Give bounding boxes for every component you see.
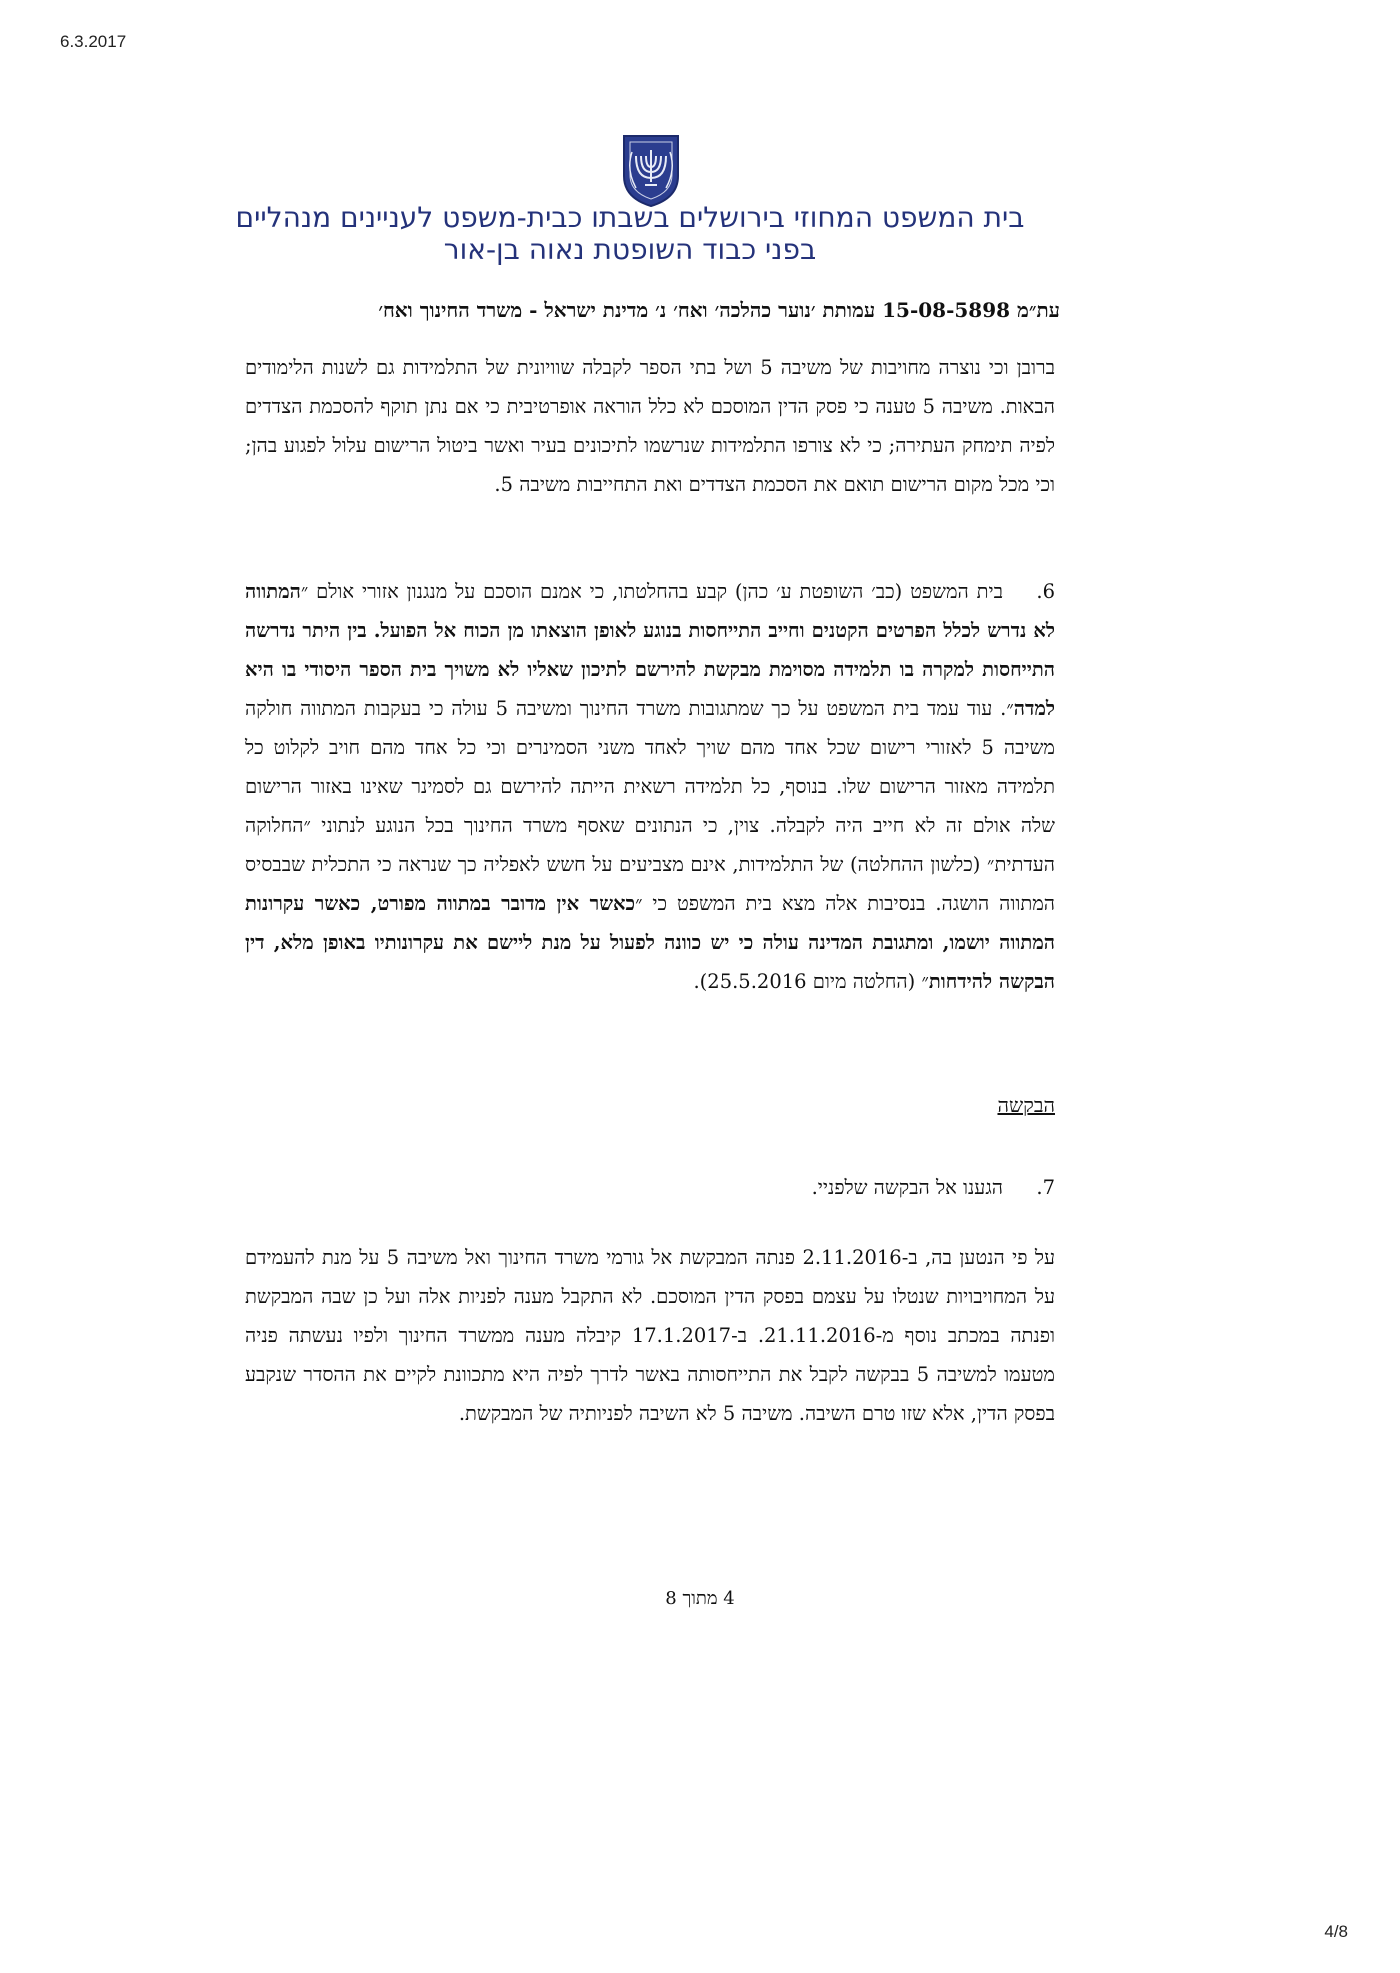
page-number: 4 מתוך 8 <box>665 1588 735 1609</box>
section-heading: הבקשה <box>997 1093 1055 1117</box>
paragraph-text: ״. עוד עמד בית המשפט על כך שמתגובות משרד החינוך ומשיבה 5 עולה כי בעקבות המתווה חולקה משיבה 5 לאזורי רישום שכל אחד מהם שויך לאחד משני הסמינרים וכי כל אחד מהם חויב לקלוט כל תלמידה מאזור הרישום שלו. בנוסף, כל תלמידה רשאית הייתה להירשם גם לסמינר שאינו באזור הרישום שלה אולם זה לא חייב היה לקבלה. צוין, כי הנתונים שאסף משרד החינוך בכל הנוגע לנתוני ״החלוקה העדתית״ (כלשון ההחלטה) של התלמידות, אינם מצביעים על חשש לאפליה כך שנראה כי התכלית שבבסיס המתווה הושגה. בנסיבות אלה מצא בית המשפט כי ״ <box>245 697 1055 915</box>
paragraph-text: הגענו אל הבקשה שלפניי. <box>811 1176 1003 1199</box>
case-title: עת״מ 15-08-5898 עמותת ׳נוער כהלכה׳ ואח׳ נ׳ מדינת ישראל - משרד החינוך ואח׳ <box>378 298 1060 322</box>
quote-bold: כאשר אין מדובר במתווה מפורט, כאשר עקרונות המתווה יושמו, ומתגובת המדינה עולה כי יש כוונה לפעול על מנת ליישם את עקרונותיו באופן מלא, דין הבקשה להידחות <box>245 892 1055 993</box>
paragraph-8: על פי הנטען בה, ב-2.11.2016 פנתה המבקשת אל גורמי משרד החינוך ואל משיבה 5 על מנת להעמידם על המחויבויות שנטלו על עצמם בפסק הדין המוסכם. לא התקבל מענה לפניות אלה ועל כן שבה המבקשת ופנתה במכתב נוסף מ-21.11.2016. ב-17.1.2017 קיבלה מענה ממשרד החינוך ולפיו נעשתה פניה מטעמו למשיבה 5 בבקשה לקבל את התייחסותה באשר לדרך לפיה היא מתכוונת לקיים את ההסדר שנקבע בפסק הדין, אלא שזו טרם השיבה. משיבה 5 לא השיבה לפניותיה של המבקשת. <box>245 1246 1055 1425</box>
paragraph-7 <box>245 1168 1055 1207</box>
paragraph-number: 7. <box>1036 1176 1055 1199</box>
court-name: בית המשפט המחוזי בירושלים בשבתו כבית-משפט לעניינים מנהליים <box>235 201 1025 234</box>
paragraph-text: בית המשפט (כב׳ השופטת ע׳ כהן) קבע בהחלטתו, כי אמנם הוסכם על מנגנון אזורי אולם ״ <box>300 580 1003 603</box>
court-header <box>230 202 1030 266</box>
judge-name: בפני כבוד השופטת נאוה בן-אור <box>443 233 817 266</box>
paragraph-continuation: ברובן וכי נוצרה מחויבות של משיבה 5 ושל בתי הספר לקבלה שוויונית של התלמידות גם לשנות הלימודים הבאות. משיבה 5 טענה כי פסק הדין המוסכם לא כלל הוראה אופרטיבית כי אם נתן תוקף להסכמת הצדדים לפיה תימחק העתירה; כי לא צורפו התלמידות שנרשמו לתיכונים בעיר ואשר ביטול הרישום עלול לפגוע בהן; וכי מכל מקום הרישום תואם את הסכמת הצדדים ואת התחייבות משיבה 5. <box>245 356 1056 496</box>
print-date: 6.3.2017 <box>60 32 127 51</box>
menorah-emblem-icon <box>620 132 682 208</box>
paragraph-6 <box>245 572 1055 1001</box>
page-counter: 4/8 <box>1324 1922 1348 1941</box>
paragraph-number: 6. <box>1036 580 1055 603</box>
paragraph-text: ״ (החלטה מיום 25.5.2016). <box>693 970 929 993</box>
quote-bold: המתווה לא נדרש לכלל הפרטים הקטנים וחייב התייחסות בנוגע לאופן הוצאתו מן הכוח אל הפועל. בין היתר נדרשה התייחסות למקרה בו תלמידה מסוימת מבקשת להירשם לתיכון שאליו לא משויך בית הספר היסודי בו היא למדה <box>245 580 1056 720</box>
